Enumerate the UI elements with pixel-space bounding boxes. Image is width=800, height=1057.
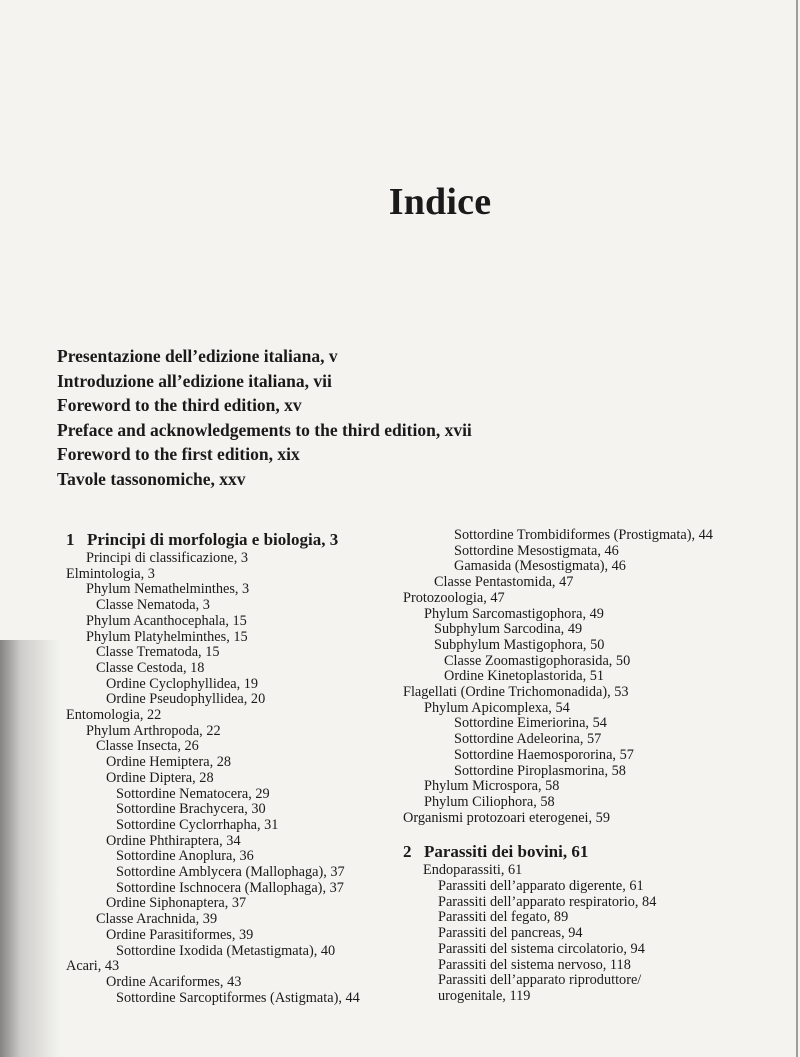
chapter-number: 1 xyxy=(66,530,75,549)
toc-entry: Phylum Platyhelminthes, 15 xyxy=(86,628,248,645)
toc-entry: Protozoologia, 47 xyxy=(403,589,505,606)
toc-entry: Sottordine Eimeriorina, 54 xyxy=(454,715,607,732)
toc-entry: Ordine Acariformes, 43 xyxy=(106,973,242,990)
toc-entry: Sottordine Sarcoptiformes (Astigmata), 44 xyxy=(116,989,360,1006)
front-matter-item: Preface and acknowledgements to the third edition, xvii xyxy=(57,419,472,440)
toc-entry: Sottordine Amblycera (Mallophaga), 37 xyxy=(116,864,345,881)
toc-entry: Ordine Cyclophyllidea, 19 xyxy=(106,675,259,692)
toc-left-column xyxy=(66,530,396,1006)
toc-entry: Parassiti del fegato, 89 xyxy=(438,909,569,926)
toc-entry: Phylum Arthropoda, 22 xyxy=(86,722,221,739)
chapter-title: Parassiti dei bovini, 61 xyxy=(424,842,589,862)
toc-entry: Classe Trematoda, 15 xyxy=(96,644,220,661)
toc-entry: Organismi protozoari eterogenei, 59 xyxy=(403,809,610,826)
toc-entry: Sottordine Adeleorina, 57 xyxy=(454,731,602,748)
toc-entry: Classe Zoomastigophorasida, 50 xyxy=(444,652,631,669)
toc-entry: Parassiti dell’apparato riproduttore/ xyxy=(438,972,642,989)
toc-entry: Parassiti del pancreas, 94 xyxy=(438,925,583,942)
toc-entry: Phylum Sarcomastigophora, 49 xyxy=(424,605,604,622)
chapter-1-heading xyxy=(66,530,396,550)
toc-entry: Sottordine Nematocera, 29 xyxy=(116,785,270,802)
front-matter-item: Introduzione all’edizione italiana, vii xyxy=(57,370,332,391)
toc-entry: Classe Cestoda, 18 xyxy=(96,659,205,676)
toc-entry: Classe Insecta, 26 xyxy=(96,738,199,755)
toc-entry: Sottordine Cyclorrhapha, 31 xyxy=(116,816,279,833)
toc-entry: Phylum Apicomplexa, 54 xyxy=(424,699,570,716)
toc-entry: Phylum Microspora, 58 xyxy=(424,778,560,795)
toc-entry: Parassiti del sistema nervoso, 118 xyxy=(438,956,631,973)
page-title: Indice xyxy=(388,181,492,223)
toc-entry: Sottordine Mesostigmata, 46 xyxy=(454,542,619,559)
toc-entry: Classe Pentastomida, 47 xyxy=(434,574,574,591)
toc-entry: Subphylum Sarcodina, 49 xyxy=(434,621,583,638)
toc-entry: Ordine Parasitiformes, 39 xyxy=(106,926,254,943)
toc-entry: Sottordine Ischnocera (Mallophaga), 37 xyxy=(116,879,344,896)
toc-entry: Entomologia, 22 xyxy=(66,707,162,724)
toc-entry: Endoparassiti, 61 xyxy=(423,862,523,879)
chapter-number: 2 xyxy=(403,842,412,862)
toc-entry: Ordine Hemiptera, 28 xyxy=(106,754,232,771)
toc-entry: Subphylum Mastigophora, 50 xyxy=(434,636,605,653)
front-matter-item: Presentazione dell’edizione italiana, v xyxy=(57,346,338,366)
toc-entry: Ordine Kinetoplastorida, 51 xyxy=(444,668,605,685)
toc-entry: Sottordine Brachycera, 30 xyxy=(116,801,266,818)
toc-entry: Ordine Phthiraptera, 34 xyxy=(106,832,241,849)
toc-entry: Ordine Pseudophyllidea, 20 xyxy=(106,691,266,708)
toc-entry: Phylum Acanthocephala, 15 xyxy=(86,612,247,629)
chapter-2-heading xyxy=(403,842,743,862)
toc-entry: Flagellati (Ordine Trichomonadida), 53 xyxy=(403,684,629,701)
chapter-title: Principi di morfologia e biologia, 3 xyxy=(87,530,339,549)
toc-entry: Sottordine Trombidiformes (Prostigmata), 44 xyxy=(454,527,713,543)
toc-entry: Ordine Siphonaptera, 37 xyxy=(106,895,247,912)
front-matter-item: Foreword to the first edition, xix xyxy=(57,444,300,465)
toc-entry: urogenitale, 119 xyxy=(438,987,531,1004)
toc-entry: Acari, 43 xyxy=(66,958,120,975)
toc-entry: Classe Nematoda, 3 xyxy=(96,597,210,614)
toc-entry: Parassiti dell’apparato digerente, 61 xyxy=(438,878,644,895)
toc-entry: Phylum Nemathelminthes, 3 xyxy=(86,581,250,598)
page-edge-line xyxy=(796,0,798,1057)
toc-entry: Sottordine Ixodida (Metastigmata), 40 xyxy=(116,942,336,959)
toc-entry: Phylum Ciliophora, 58 xyxy=(424,793,555,810)
toc-entry: Sottordine Haemospororina, 57 xyxy=(454,746,634,763)
toc-entry: Classe Arachnida, 39 xyxy=(96,911,218,928)
toc-entry: Sottordine Anoplura, 36 xyxy=(116,848,254,865)
toc-entry: Gamasida (Mesostigmata), 46 xyxy=(454,558,626,575)
front-matter-item: Foreword to the third edition, xv xyxy=(57,395,302,416)
toc-right-column xyxy=(403,528,743,1005)
front-matter-item: Tavole tassonomiche, xxv xyxy=(57,468,246,489)
toc-entry: Sottordine Piroplasmorina, 58 xyxy=(454,762,626,779)
toc-entry: Principi di classificazione, 3 xyxy=(86,550,248,566)
toc-entry: Parassiti dell’apparato respiratorio, 84 xyxy=(438,893,657,910)
toc-entry: Elmintologia, 3 xyxy=(66,565,155,582)
page-edge-shadow xyxy=(0,640,60,1057)
front-matter-list xyxy=(57,344,757,492)
toc-entry: Ordine Diptera, 28 xyxy=(106,769,214,786)
toc-entry: Parassiti del sistema circolatorio, 94 xyxy=(438,940,645,957)
